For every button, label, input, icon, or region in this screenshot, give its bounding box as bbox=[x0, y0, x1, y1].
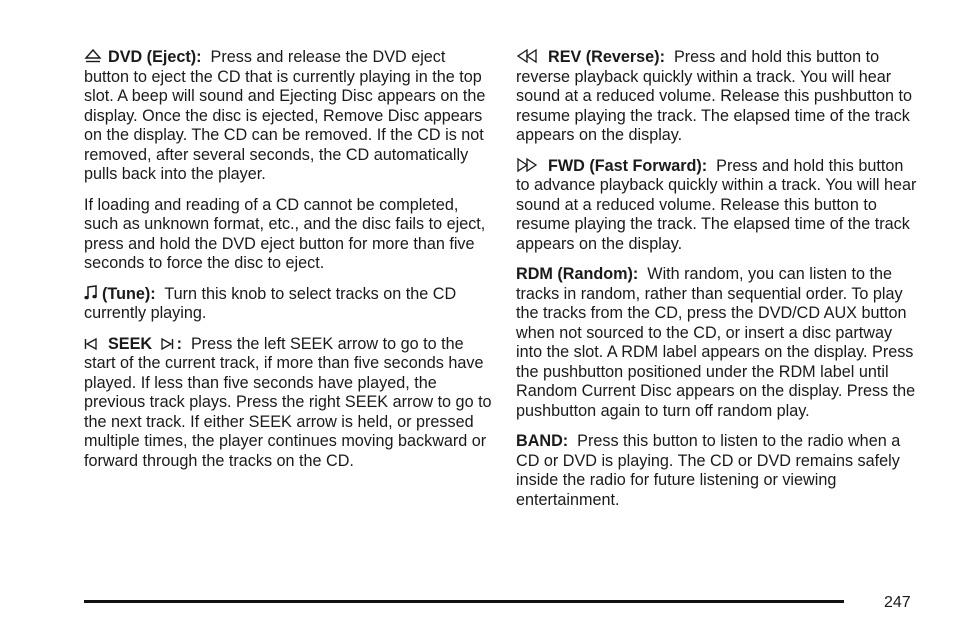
rev-text: Press and hold this button to reverse playback quickly within a track. You will hear sound at a reduced volume. Release this pushbutton to resume playing the track. The elapsed time of the track appears on the display. bbox=[516, 48, 912, 144]
eject-term: DVD (Eject): bbox=[108, 48, 202, 66]
reverse-icon bbox=[516, 48, 538, 64]
right-column bbox=[516, 48, 921, 521]
fwd-text: Press and hold this button to advance playback quickly within a track. You will hear sound at a reduced volume. Release this button to resume playing the track. The elapsed time of the track appears on the display. bbox=[516, 156, 917, 253]
seek-term-suffix: : bbox=[176, 334, 182, 353]
music-note-icon bbox=[84, 285, 98, 301]
rdm-text: With random, you can listen to the tracks in random, rather than sequential order. To play the tracks from the CD, press the DVD/CD AUX button when not sourced to the CD, or insert a disc partway into the slot. A RDM label appears on the display. Press the pushbutton positioned under the RDM label until Random Current Disc appears on the display. Press the pushbutton again to turn off random play. bbox=[516, 265, 916, 420]
tune-text: Turn this knob to select tracks on the CD currently playing. bbox=[84, 284, 457, 322]
rdm-term: RDM (Random): bbox=[516, 265, 639, 283]
tune-paragraph bbox=[84, 285, 494, 324]
band-term: BAND: bbox=[516, 432, 569, 450]
fwd-term: FWD (Fast Forward): bbox=[548, 156, 708, 175]
eject-text: Press and release the DVD eject button to eject the CD that is currently playing in the top slot. A beep will sound and Ejecting Disc appears on the display. Once the disc is ejected, Remove Disc appears on the display. The CD can be removed. If the CD is not removed, after several seconds, the CD automatically pulls back into the player. bbox=[84, 48, 486, 183]
band-paragraph bbox=[516, 432, 921, 510]
seek-term: SEEK bbox=[108, 334, 153, 353]
rev-paragraph bbox=[516, 48, 921, 146]
seek-text: Press the left SEEK arrow to go to the start of the current track, if more than five seconds have played. If less than five seconds have played, the previous track plays. Press the right SEEK arrow to go to the next track. If either SEEK arrow is held, or pressed multiple times, the player continues moving backward or forward through the tracks on the CD. bbox=[84, 334, 492, 470]
footer-rule bbox=[84, 600, 844, 603]
band-text: Press this button to listen to the radio when a CD or DVD is playing. The CD or DVD remains safely inside the radio for future listening or viewing entertainment. bbox=[516, 432, 901, 509]
force-eject-paragraph bbox=[84, 196, 494, 274]
rev-term: REV (Reverse): bbox=[548, 48, 665, 66]
tune-term: (Tune): bbox=[102, 284, 156, 303]
page-number: 247 bbox=[884, 594, 911, 611]
left-column bbox=[84, 48, 494, 482]
fwd-paragraph bbox=[516, 157, 921, 255]
eject-paragraph bbox=[84, 48, 494, 185]
rdm-paragraph bbox=[516, 265, 921, 421]
seek-back-icon bbox=[84, 337, 98, 351]
seek-forward-icon bbox=[160, 337, 174, 351]
fast-forward-icon bbox=[516, 157, 538, 173]
force-eject-text: If loading and reading of a CD cannot be completed, such as unknown format, etc., and the disc fails to eject, press and hold the DVD eject button for more than five seconds to force the disc to eject. bbox=[84, 195, 486, 272]
seek-paragraph bbox=[84, 335, 494, 472]
eject-icon bbox=[84, 48, 102, 64]
